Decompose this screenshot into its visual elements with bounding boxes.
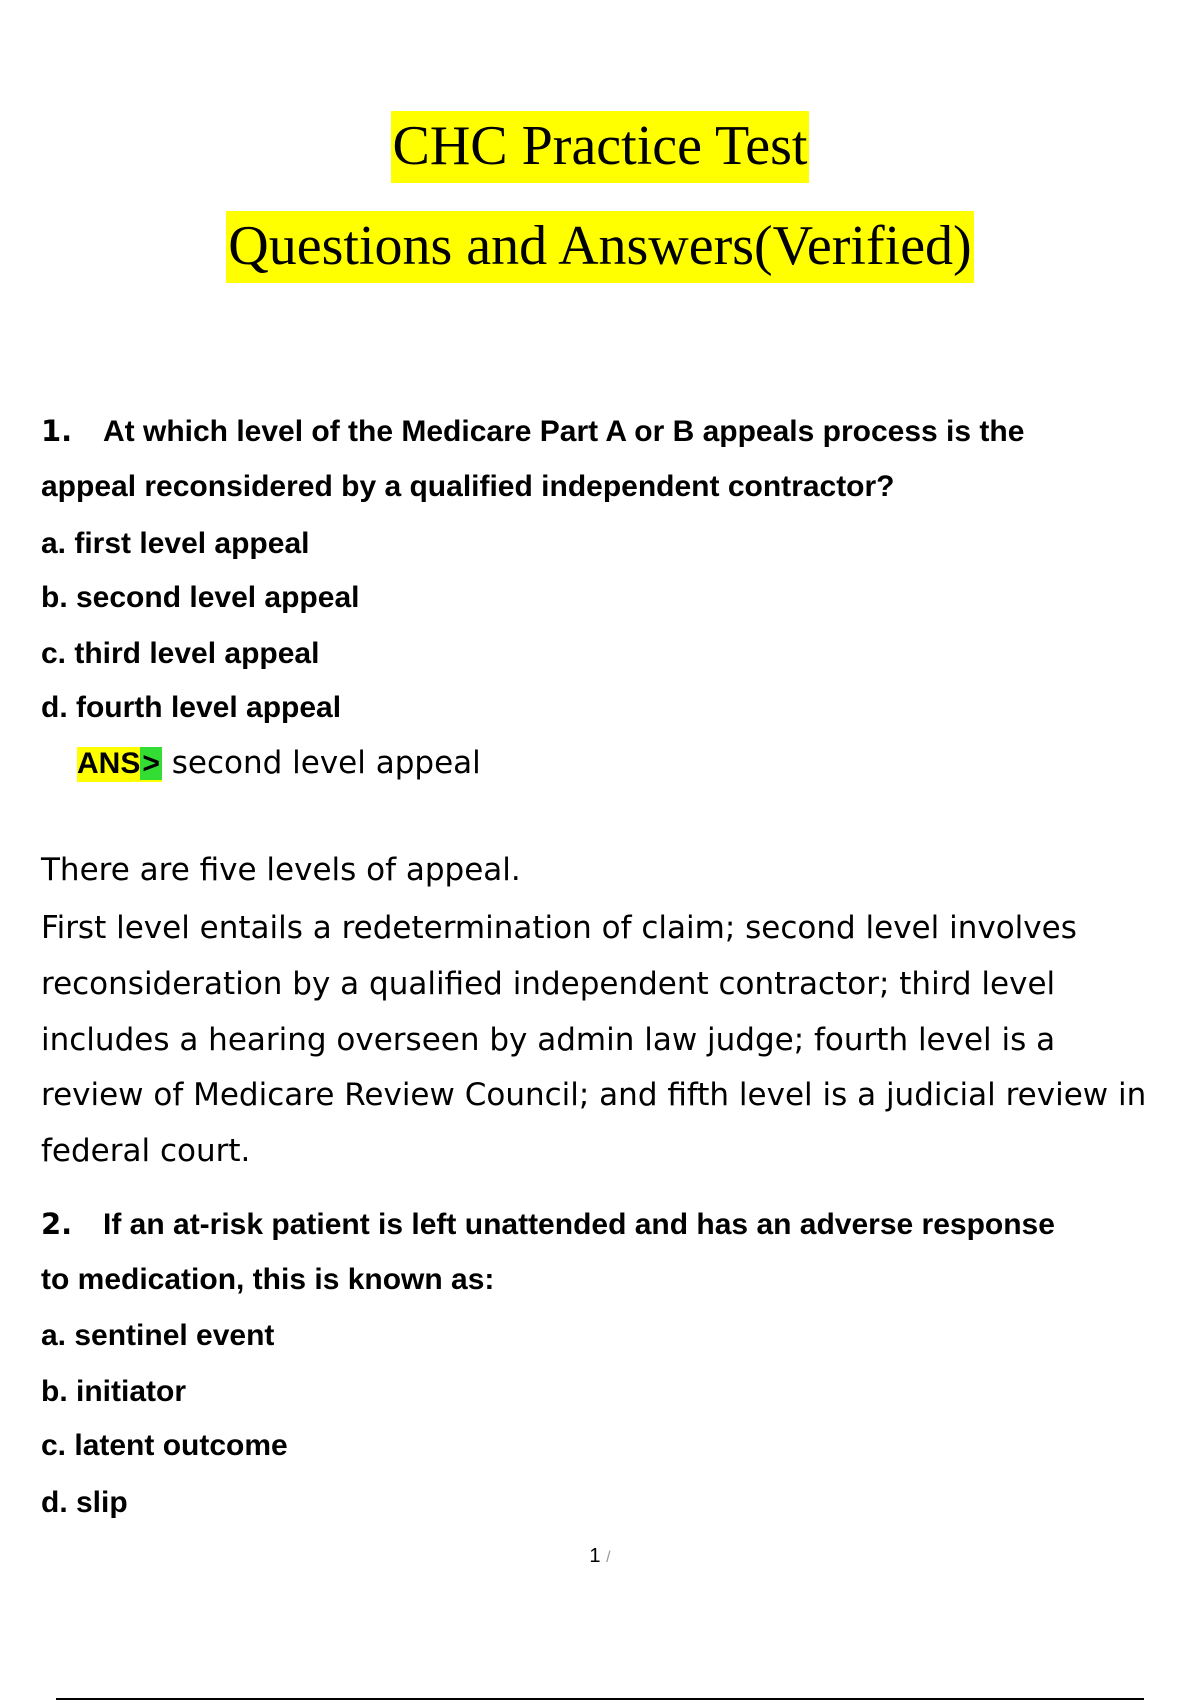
- question-1-line-1: [41, 414, 1024, 449]
- page-number: [0, 1545, 1200, 1568]
- question-1-option-d: d. fourth level appeal: [41, 691, 342, 724]
- question-2-line-1: [41, 1207, 1055, 1242]
- title-line-2-text: Questions and Answers(Verified): [226, 211, 973, 283]
- answer-arrow: >: [142, 747, 160, 780]
- answer-tag: [77, 747, 162, 782]
- answer-tag-label: ANS: [77, 747, 141, 780]
- question-2-option-a: a. sentinel event: [41, 1319, 275, 1352]
- question-2-option-b: b. initiator: [41, 1375, 186, 1408]
- question-1-number: 1.: [41, 414, 73, 448]
- answer-text: second level appeal: [161, 745, 481, 781]
- explanation-line-1: There are five levels of appeal.: [41, 852, 521, 888]
- explanation-line-3: reconsideration by a qualified independent contractor; third level: [41, 966, 1056, 1002]
- explanation-line-6: federal court.: [41, 1133, 251, 1169]
- explanation-line-2: First level entails a redetermination of claim; second level involves: [41, 910, 1077, 946]
- page-separator: /: [606, 1549, 611, 1566]
- question-1-text-1: At which level of the Medicare Part A or B appeals process is the: [103, 415, 1025, 448]
- title-line-2: [0, 215, 1200, 277]
- question-2-text-1: If an at-risk patient is left unattended and has an adverse response: [103, 1208, 1055, 1241]
- question-2-number: 2.: [41, 1207, 73, 1241]
- question-1-option-b: b. second level appeal: [41, 581, 360, 614]
- title-line-1: [0, 115, 1200, 177]
- page-number-value: 1: [589, 1545, 601, 1567]
- question-2-line-2: to medication, this is known as:: [41, 1263, 495, 1296]
- explanation-line-5: review of Medicare Review Council; and fifth level is a judicial review in: [41, 1077, 1147, 1113]
- question-1-line-2: appeal reconsidered by a qualified independent contractor?: [41, 470, 895, 503]
- question-1-option-a: a. first level appeal: [41, 527, 310, 560]
- question-2-option-d: d. slip: [41, 1486, 128, 1519]
- question-1-option-c: c. third level appeal: [41, 637, 320, 670]
- explanation-line-4: includes a hearing overseen by admin law judge; fourth level is a: [41, 1022, 1056, 1058]
- question-2-option-c: c. latent outcome: [41, 1429, 288, 1462]
- title-line-1-text: CHC Practice Test: [391, 111, 810, 183]
- question-1-answer: [77, 745, 481, 781]
